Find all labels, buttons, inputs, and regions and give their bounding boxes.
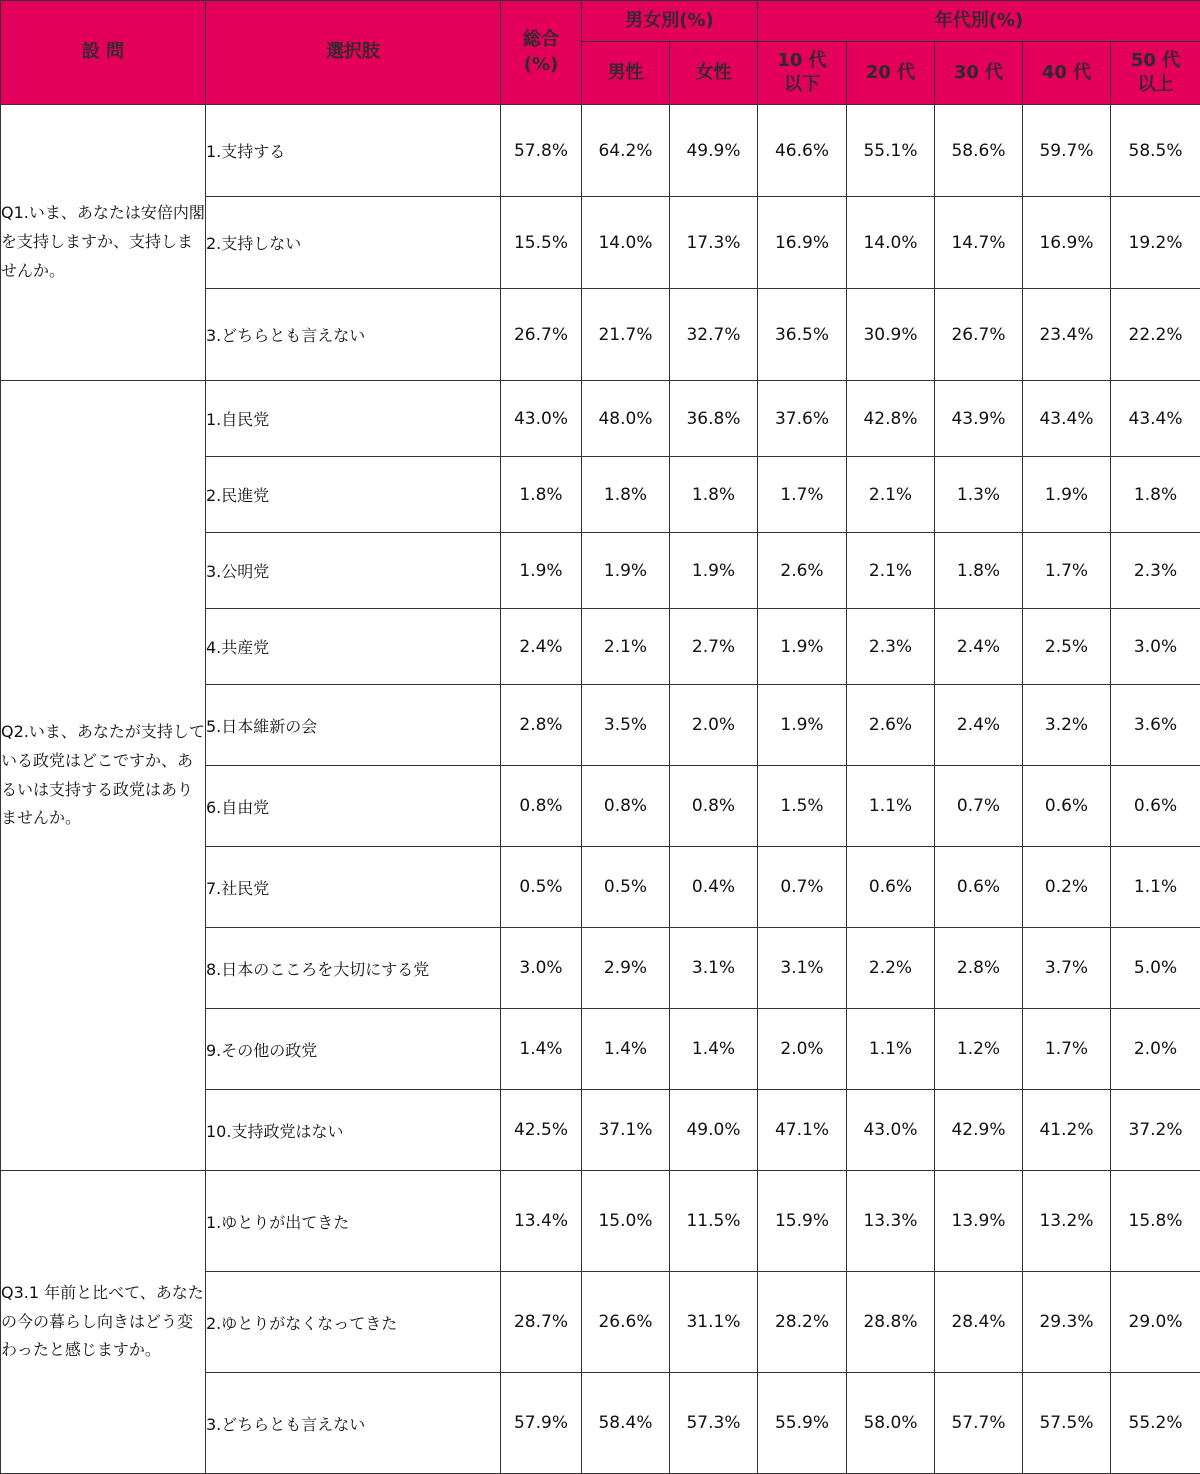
value-cell: 15.5% (501, 197, 582, 289)
value-cell: 57.9% (501, 1373, 582, 1474)
value-cell: 1.8% (582, 457, 670, 533)
value-cell: 0.6% (1111, 766, 1200, 847)
table-row (1, 105, 1200, 197)
option-cell: 1.自民党 (206, 381, 501, 457)
value-cell: 31.1% (670, 1272, 758, 1373)
value-cell: 2.1% (847, 457, 935, 533)
value-cell: 23.4% (1023, 289, 1111, 381)
option-cell: 1.支持する (206, 105, 501, 197)
value-cell: 13.4% (501, 1171, 582, 1272)
value-cell: 15.0% (582, 1171, 670, 1272)
value-cell: 28.7% (501, 1272, 582, 1373)
header-age-20s (847, 42, 935, 105)
option-cell: 3.どちらとも言えない (206, 289, 501, 381)
value-cell: 58.4% (582, 1373, 670, 1474)
value-cell: 2.5% (1023, 609, 1111, 685)
value-cell: 43.4% (1023, 381, 1111, 457)
value-cell: 15.9% (758, 1171, 847, 1272)
option-cell: 8.日本のこころを大切にする党 (206, 928, 501, 1009)
value-cell: 1.8% (935, 533, 1023, 609)
header-total (501, 1, 582, 105)
value-cell: 41.2% (1023, 1090, 1111, 1171)
header-female (670, 42, 758, 105)
value-cell: 0.5% (501, 847, 582, 928)
value-cell: 64.2% (582, 105, 670, 197)
value-cell: 0.7% (935, 766, 1023, 847)
value-cell: 14.0% (582, 197, 670, 289)
header-male (582, 42, 670, 105)
header-age-30s-label: 30 代 (953, 61, 1004, 83)
value-cell: 37.1% (582, 1090, 670, 1171)
value-cell: 1.4% (582, 1009, 670, 1090)
header-age-50s-sub: 以上 (1137, 74, 1174, 95)
value-cell: 2.4% (935, 609, 1023, 685)
value-cell: 1.3% (935, 457, 1023, 533)
value-cell: 42.9% (935, 1090, 1023, 1171)
value-cell: 2.2% (847, 928, 935, 1009)
header-age-group (758, 1, 1200, 42)
value-cell: 2.9% (582, 928, 670, 1009)
value-cell: 28.2% (758, 1272, 847, 1373)
question-cell: Q1.いま、あなたは安倍内閣を支持しますか、支持しませんか。 (1, 105, 206, 381)
option-cell: 4.共産党 (206, 609, 501, 685)
value-cell: 3.7% (1023, 928, 1111, 1009)
value-cell: 55.1% (847, 105, 935, 197)
value-cell: 2.3% (1111, 533, 1200, 609)
value-cell: 2.3% (847, 609, 935, 685)
value-cell: 1.4% (501, 1009, 582, 1090)
value-cell: 43.9% (935, 381, 1023, 457)
value-cell: 3.2% (1023, 685, 1111, 766)
value-cell: 1.7% (1023, 1009, 1111, 1090)
value-cell: 36.8% (670, 381, 758, 457)
header-total-unit: (%) (523, 53, 559, 75)
value-cell: 22.2% (1111, 289, 1200, 381)
value-cell: 26.7% (501, 289, 582, 381)
option-cell: 5.日本維新の会 (206, 685, 501, 766)
header-question-label: 設 問 (81, 41, 125, 63)
value-cell: 43.4% (1111, 381, 1200, 457)
value-cell: 26.7% (935, 289, 1023, 381)
value-cell: 58.5% (1111, 105, 1200, 197)
value-cell: 55.9% (758, 1373, 847, 1474)
value-cell: 0.8% (582, 766, 670, 847)
value-cell: 1.9% (670, 533, 758, 609)
option-cell: 3.公明党 (206, 533, 501, 609)
value-cell: 57.7% (935, 1373, 1023, 1474)
value-cell: 57.5% (1023, 1373, 1111, 1474)
value-cell: 1.9% (758, 609, 847, 685)
value-cell: 2.0% (670, 685, 758, 766)
value-cell: 2.1% (847, 533, 935, 609)
value-cell: 2.8% (501, 685, 582, 766)
value-cell: 0.4% (670, 847, 758, 928)
value-cell: 1.1% (847, 766, 935, 847)
option-cell: 9.その他の政党 (206, 1009, 501, 1090)
value-cell: 1.9% (582, 533, 670, 609)
value-cell: 2.0% (1111, 1009, 1200, 1090)
table-row (1, 381, 1200, 457)
value-cell: 57.8% (501, 105, 582, 197)
value-cell: 28.4% (935, 1272, 1023, 1373)
value-cell: 29.3% (1023, 1272, 1111, 1373)
option-cell: 6.自由党 (206, 766, 501, 847)
option-cell: 1.ゆとりが出てきた (206, 1171, 501, 1272)
value-cell: 16.9% (1023, 197, 1111, 289)
header-gender-group-label: 男女別(%) (625, 9, 714, 31)
value-cell: 2.4% (935, 685, 1023, 766)
header-option (206, 1, 501, 105)
value-cell: 21.7% (582, 289, 670, 381)
value-cell: 58.6% (935, 105, 1023, 197)
value-cell: 42.8% (847, 381, 935, 457)
value-cell: 30.9% (847, 289, 935, 381)
option-cell: 7.社民党 (206, 847, 501, 928)
value-cell: 48.0% (582, 381, 670, 457)
value-cell: 2.6% (847, 685, 935, 766)
value-cell: 57.3% (670, 1373, 758, 1474)
value-cell: 3.0% (1111, 609, 1200, 685)
option-cell: 3.どちらとも言えない (206, 1373, 501, 1474)
header-male-label: 男性 (607, 61, 644, 83)
value-cell: 37.6% (758, 381, 847, 457)
value-cell: 0.5% (582, 847, 670, 928)
table-body (1, 105, 1200, 1474)
header-gender-group (582, 1, 758, 42)
table-header (1, 1, 1200, 105)
value-cell: 1.2% (935, 1009, 1023, 1090)
value-cell: 2.4% (501, 609, 582, 685)
value-cell: 19.2% (1111, 197, 1200, 289)
value-cell: 13.9% (935, 1171, 1023, 1272)
header-age-40s-label: 40 代 (1041, 61, 1092, 83)
value-cell: 13.2% (1023, 1171, 1111, 1272)
value-cell: 0.6% (935, 847, 1023, 928)
header-total-label: 総合 (523, 29, 559, 51)
question-cell: Q3.1 年前と比べて、あなたの今の暮らし向きはどう変わったと感じますか。 (1, 1171, 206, 1474)
value-cell: 14.7% (935, 197, 1023, 289)
table-row (1, 1171, 1200, 1272)
value-cell: 3.1% (758, 928, 847, 1009)
value-cell: 49.9% (670, 105, 758, 197)
header-age-10s (758, 42, 847, 105)
header-age-group-label: 年代別(%) (934, 9, 1024, 31)
value-cell: 1.5% (758, 766, 847, 847)
header-question (1, 1, 206, 105)
value-cell: 14.0% (847, 197, 935, 289)
value-cell: 2.6% (758, 533, 847, 609)
value-cell: 3.0% (501, 928, 582, 1009)
value-cell: 16.9% (758, 197, 847, 289)
header-female-label: 女性 (695, 61, 732, 83)
value-cell: 26.6% (582, 1272, 670, 1373)
value-cell: 3.5% (582, 685, 670, 766)
value-cell: 13.3% (847, 1171, 935, 1272)
option-cell: 2.ゆとりがなくなってきた (206, 1272, 501, 1373)
value-cell: 43.0% (501, 381, 582, 457)
value-cell: 1.1% (847, 1009, 935, 1090)
value-cell: 0.7% (758, 847, 847, 928)
value-cell: 11.5% (670, 1171, 758, 1272)
value-cell: 32.7% (670, 289, 758, 381)
value-cell: 2.1% (582, 609, 670, 685)
value-cell: 1.9% (758, 685, 847, 766)
header-age-50s (1111, 42, 1200, 105)
value-cell: 3.6% (1111, 685, 1200, 766)
value-cell: 37.2% (1111, 1090, 1200, 1171)
question-cell: Q2.いま、あなたが支持している政党はどこですか、あるいは支持する政党はありませんか。 (1, 381, 206, 1171)
header-age-40s (1023, 42, 1111, 105)
value-cell: 1.8% (501, 457, 582, 533)
value-cell: 2.8% (935, 928, 1023, 1009)
value-cell: 58.0% (847, 1373, 935, 1474)
value-cell: 0.6% (1023, 766, 1111, 847)
value-cell: 2.0% (758, 1009, 847, 1090)
value-cell: 29.0% (1111, 1272, 1200, 1373)
value-cell: 0.2% (1023, 847, 1111, 928)
value-cell: 1.4% (670, 1009, 758, 1090)
value-cell: 46.6% (758, 105, 847, 197)
header-age-50s-label: 50 代 (1130, 49, 1181, 71)
value-cell: 0.6% (847, 847, 935, 928)
value-cell: 3.1% (670, 928, 758, 1009)
header-age-10s-sub: 以下 (784, 74, 820, 95)
value-cell: 55.2% (1111, 1373, 1200, 1474)
value-cell: 59.7% (1023, 105, 1111, 197)
value-cell: 0.8% (670, 766, 758, 847)
value-cell: 15.8% (1111, 1171, 1200, 1272)
value-cell: 1.8% (1111, 457, 1200, 533)
value-cell: 1.7% (1023, 533, 1111, 609)
value-cell: 5.0% (1111, 928, 1200, 1009)
value-cell: 1.9% (1023, 457, 1111, 533)
header-age-20s-label: 20 代 (865, 61, 916, 83)
value-cell: 1.8% (670, 457, 758, 533)
header-age-10s-label: 10 代 (777, 49, 827, 71)
value-cell: 47.1% (758, 1090, 847, 1171)
value-cell: 43.0% (847, 1090, 935, 1171)
option-cell: 10.支持政党はない (206, 1090, 501, 1171)
value-cell: 0.8% (501, 766, 582, 847)
value-cell: 17.3% (670, 197, 758, 289)
option-cell: 2.民進党 (206, 457, 501, 533)
header-age-30s (935, 42, 1023, 105)
value-cell: 1.1% (1111, 847, 1200, 928)
value-cell: 36.5% (758, 289, 847, 381)
header-option-label: 選択肢 (326, 41, 380, 63)
option-cell: 2.支持しない (206, 197, 501, 289)
value-cell: 42.5% (501, 1090, 582, 1171)
value-cell: 28.8% (847, 1272, 935, 1373)
value-cell: 49.0% (670, 1090, 758, 1171)
value-cell: 1.9% (501, 533, 582, 609)
value-cell: 2.7% (670, 609, 758, 685)
value-cell: 1.7% (758, 457, 847, 533)
